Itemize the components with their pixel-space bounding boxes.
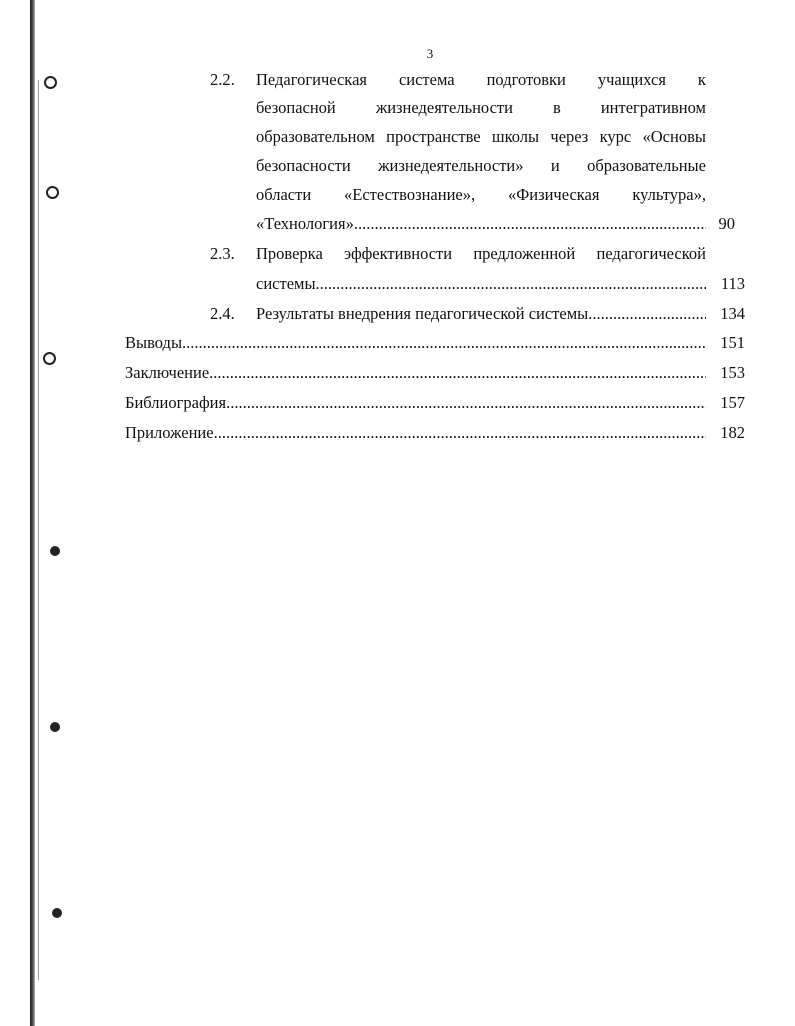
toc-entry-last-text: Результаты внедрения педагогической системы xyxy=(256,304,589,323)
toc-word: предложенной xyxy=(473,244,576,263)
toc-word: пространстве xyxy=(386,127,481,146)
toc-entry-number: 2.3. xyxy=(210,244,235,263)
toc-entry-line xyxy=(256,244,706,264)
toc-word: культура», xyxy=(632,185,706,204)
toc-section-title: Библиография xyxy=(125,393,227,412)
toc-entry-number: 2.2. xyxy=(210,70,235,89)
punch-hole-mark xyxy=(44,76,57,89)
punch-hole-mark xyxy=(50,722,60,732)
toc-section-title: Приложение xyxy=(125,423,214,442)
toc-word: курс xyxy=(599,127,632,146)
dot-leader xyxy=(214,423,706,443)
toc-entry-number: 2.4. xyxy=(210,304,235,323)
toc-page-number: 134 xyxy=(720,304,745,323)
toc-word: Педагогическая xyxy=(256,70,367,89)
toc-section-title: Заключение xyxy=(125,363,210,382)
toc-word: области xyxy=(256,185,312,204)
toc-word: безопасности xyxy=(256,156,351,175)
toc-word: жизнедеятельности» xyxy=(378,156,524,175)
dot-leader xyxy=(354,214,706,234)
toc-page-number: 151 xyxy=(720,333,745,352)
toc-word: и xyxy=(550,156,560,175)
toc-word: жизнедеятельности xyxy=(375,98,513,117)
toc-page-number: 157 xyxy=(720,393,745,412)
toc-entry-line xyxy=(256,127,706,147)
toc-section-title: Выводы xyxy=(125,333,183,352)
toc-word: «Физическая xyxy=(507,185,600,204)
toc-word: «Основы xyxy=(642,127,706,146)
toc-word: эффективности xyxy=(344,244,453,263)
toc-word: школы xyxy=(491,127,540,146)
toc-word: педагогической xyxy=(596,244,706,263)
toc-section-bibliography xyxy=(125,393,706,413)
toc-page-number: 153 xyxy=(720,363,745,382)
toc-entry-leader-line xyxy=(256,214,706,234)
toc-word: безопасной xyxy=(256,98,336,117)
toc-section-conclusions xyxy=(125,333,706,353)
toc-word: подготовки xyxy=(486,70,566,89)
toc-page-number: 113 xyxy=(720,274,745,293)
toc-word: образовательные xyxy=(587,156,706,175)
toc-entry-last-text: системы xyxy=(256,274,316,293)
toc-entry-line xyxy=(256,185,706,205)
toc-word: Проверка xyxy=(256,244,323,263)
toc-section-appendix xyxy=(125,423,706,443)
toc-entry-line xyxy=(256,98,706,118)
toc-word: в xyxy=(553,98,561,117)
toc-page-number: 182 xyxy=(720,423,745,442)
punch-hole-mark xyxy=(52,908,62,918)
page-number: 3 xyxy=(426,46,434,61)
toc-section-afterword xyxy=(125,363,706,383)
punch-hole-mark xyxy=(43,352,56,365)
toc-word: учащихся xyxy=(597,70,666,89)
binding-edge-shadow xyxy=(38,80,39,980)
toc-entry-leader-line xyxy=(256,304,706,324)
dot-leader xyxy=(209,363,706,383)
toc-page-number: 90 xyxy=(718,214,735,233)
toc-word: образовательном xyxy=(256,127,375,146)
punch-hole-mark xyxy=(46,186,59,199)
toc-word: система xyxy=(398,70,455,89)
dot-leader xyxy=(226,393,706,413)
toc-word: «Естествознание», xyxy=(344,185,476,204)
toc-entry-last-text: «Технология» xyxy=(256,214,354,233)
dot-leader xyxy=(588,304,706,324)
toc-entry-leader-line xyxy=(256,274,706,294)
toc-word: через xyxy=(550,127,589,146)
dot-leader xyxy=(316,274,706,294)
dot-leader xyxy=(182,333,706,353)
toc-entry-line xyxy=(256,156,706,176)
toc-word: интегративном xyxy=(600,98,706,117)
toc-entry-line xyxy=(256,70,706,90)
binding-edge xyxy=(30,0,35,1026)
toc-word: к xyxy=(697,70,706,89)
punch-hole-mark xyxy=(50,546,60,556)
